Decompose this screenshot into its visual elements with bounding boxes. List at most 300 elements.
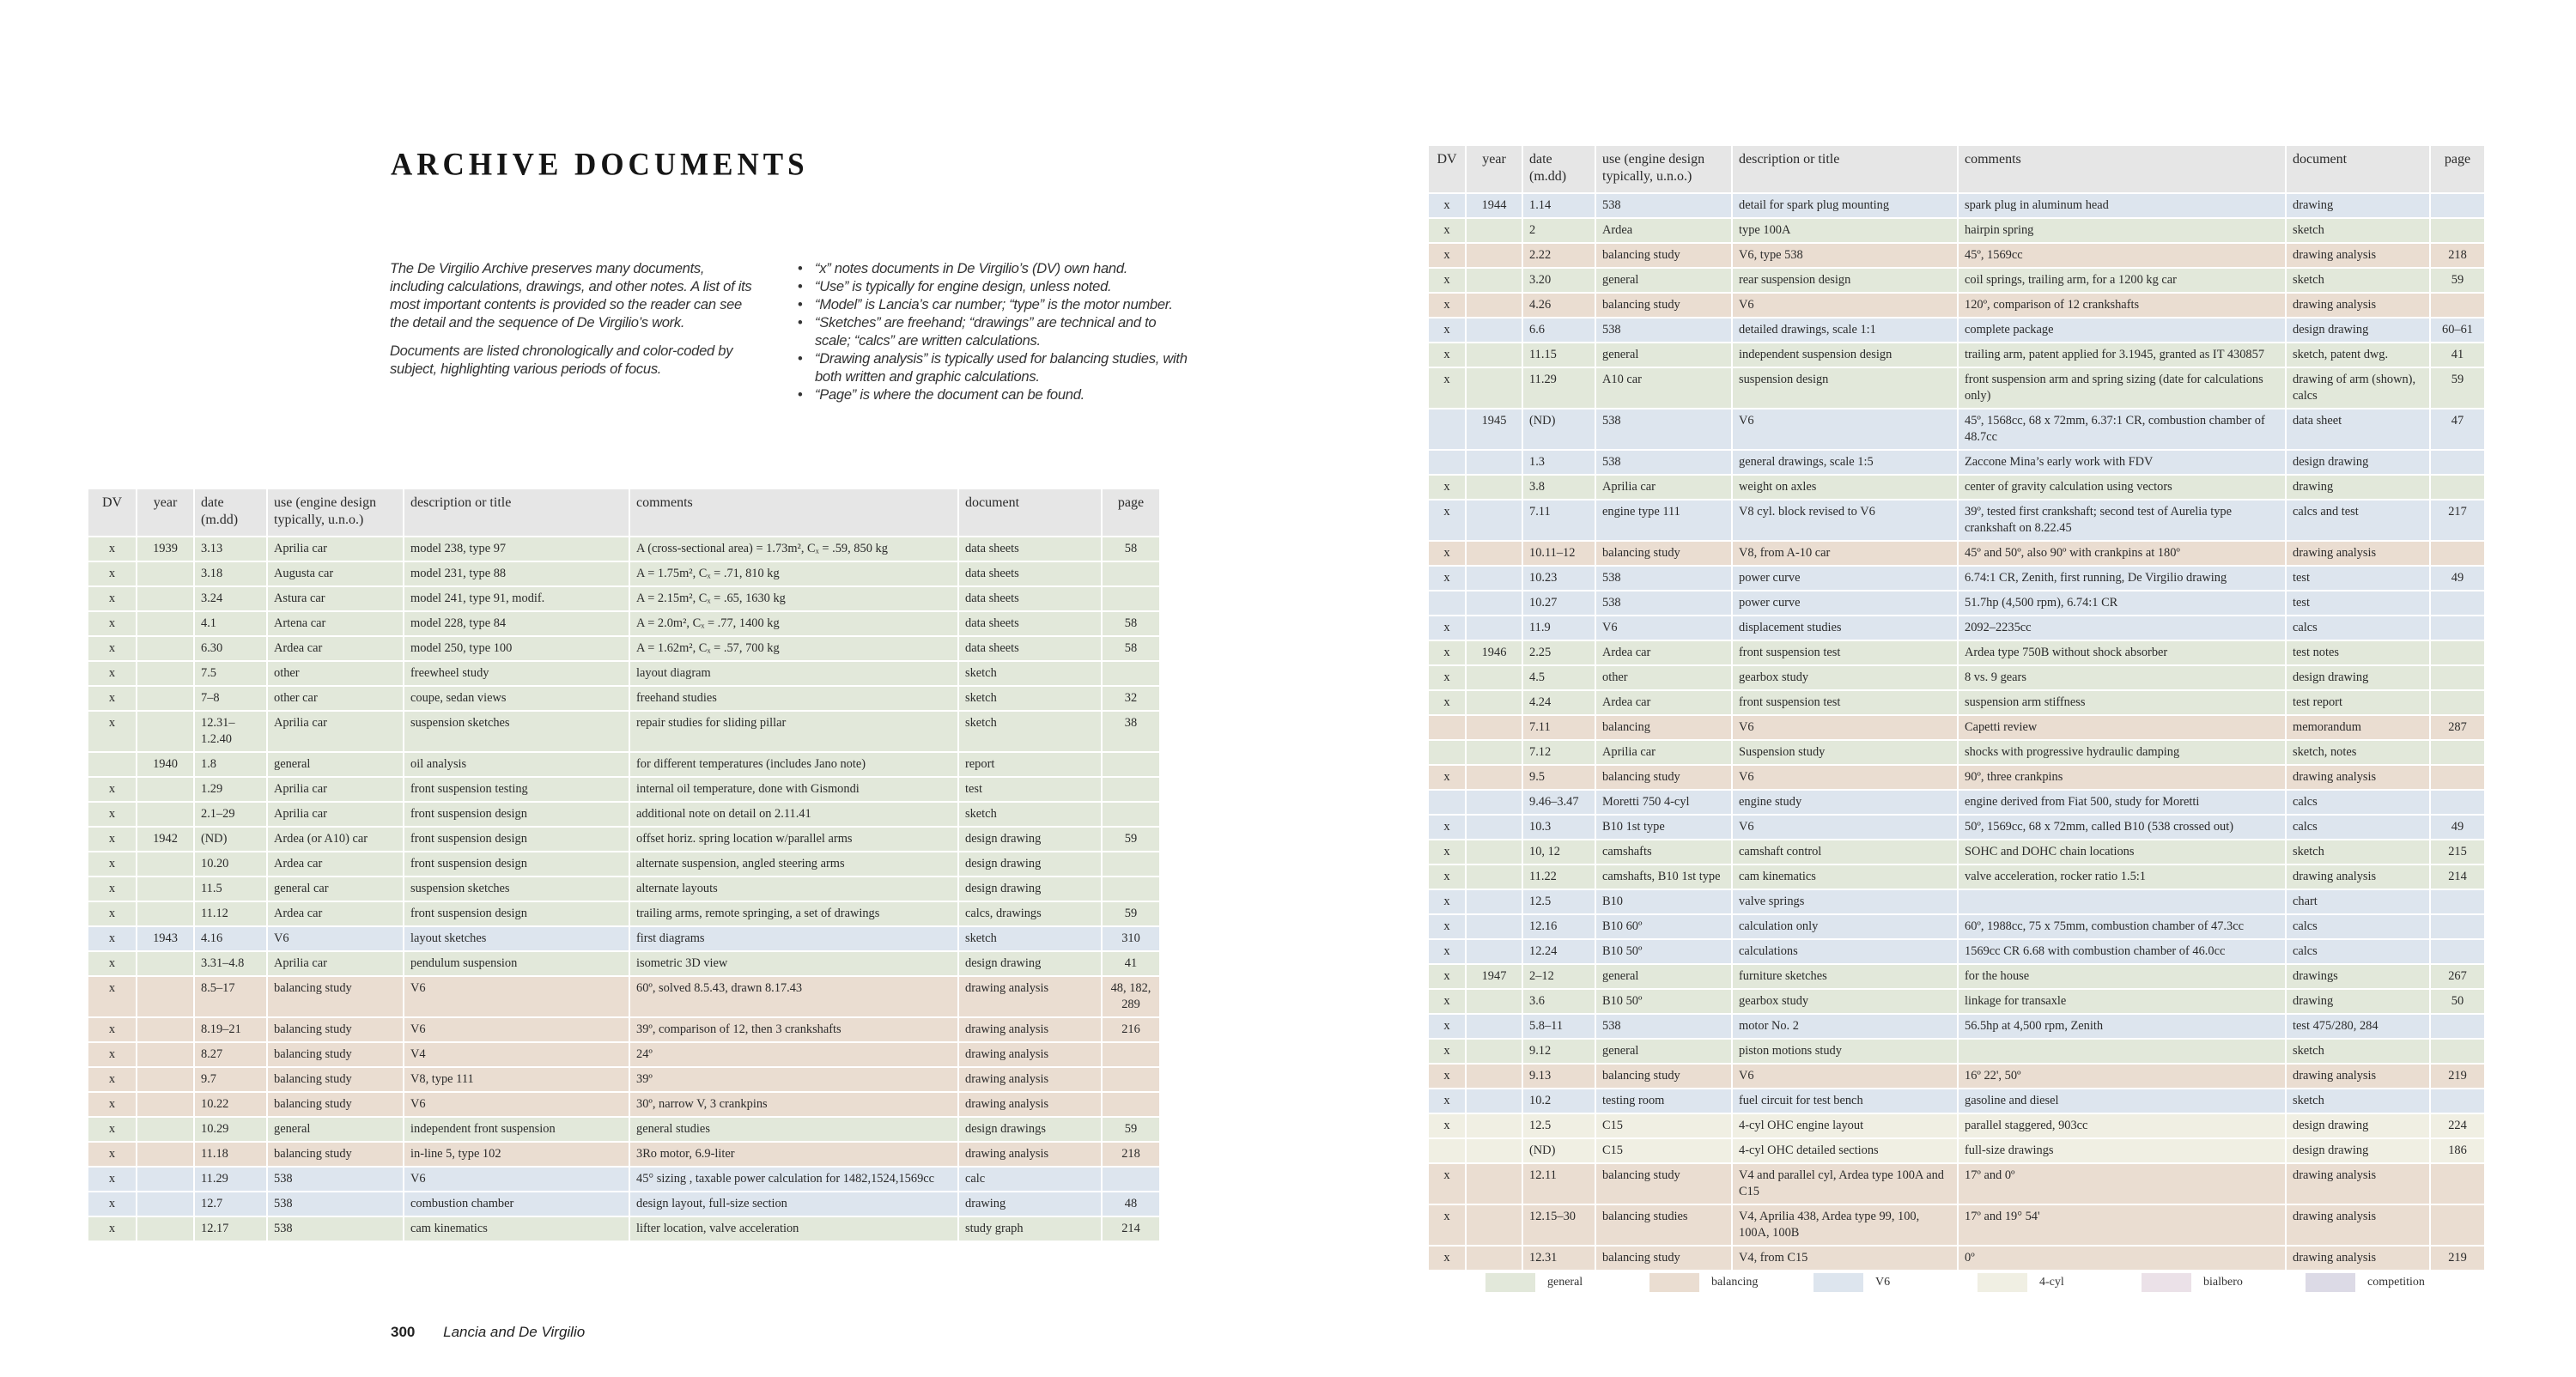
cell-year <box>1466 715 1522 740</box>
cell-comments: suspension arm stiffness <box>1958 690 2286 715</box>
cell-comments: linkage for transaxle <box>1958 989 2286 1014</box>
cell-comments: 17º and 19° 54' <box>1958 1204 2286 1246</box>
cell-page: 224 <box>2430 1113 2485 1138</box>
table-row <box>1429 665 2485 690</box>
cell-use: B10 60º <box>1595 914 1732 939</box>
cell-use: balancing study <box>267 1142 404 1167</box>
cell-document: sketch <box>958 686 1102 711</box>
cell-year <box>1466 914 1522 939</box>
cell-document: drawing analysis <box>958 1017 1102 1042</box>
cell-use: Ardea car <box>1595 690 1732 715</box>
cell-page <box>1102 752 1160 777</box>
col-header-date: date (m.dd) <box>194 489 267 537</box>
cell-description: coupe, sedan views <box>404 686 629 711</box>
cell-dv: x <box>1429 541 1466 566</box>
legend-label: V6 <box>1875 1276 1891 1289</box>
cell-use: C15 <box>1595 1113 1732 1138</box>
cell-year <box>1466 566 1522 591</box>
cell-year <box>137 686 194 711</box>
cell-comments: design layout, full-size section <box>629 1192 958 1216</box>
cell-year <box>1466 243 1522 268</box>
cell-document: data sheets <box>958 537 1102 561</box>
cell-dv: x <box>1429 690 1466 715</box>
cell-date: 10.22 <box>194 1092 267 1117</box>
cell-use: Ardea (or A10) car <box>267 827 404 852</box>
legend-label: competition <box>2367 1276 2425 1289</box>
cell-date: 11.29 <box>1522 367 1595 409</box>
cell-dv <box>1429 591 1466 616</box>
cell-date: 4.26 <box>1522 293 1595 318</box>
table-row <box>88 1017 1160 1042</box>
cell-page <box>2430 1039 2485 1064</box>
cell-date: (ND) <box>1522 1138 1595 1163</box>
cell-date: 4.1 <box>194 611 267 636</box>
cell-use: general <box>267 752 404 777</box>
cell-dv: x <box>88 802 137 827</box>
cell-use: Aprilia car <box>267 777 404 802</box>
table-row <box>1429 964 2485 989</box>
cell-date: 2–12 <box>1522 964 1595 989</box>
cell-year <box>137 1067 194 1092</box>
cell-page: 214 <box>2430 864 2485 889</box>
table-row <box>88 827 1160 852</box>
cell-use: B10 50º <box>1595 989 1732 1014</box>
cell-description: layout sketches <box>404 926 629 951</box>
cell-page <box>2430 640 2485 665</box>
cell-use: Ardea car <box>1595 640 1732 665</box>
cell-date: 7.5 <box>194 661 267 686</box>
cell-document: test <box>2286 591 2430 616</box>
cell-page: 49 <box>2430 566 2485 591</box>
cell-date: 6.6 <box>1522 318 1595 343</box>
cell-document: study graph <box>958 1216 1102 1241</box>
cell-use: B10 50º <box>1595 939 1732 964</box>
cell-page: 58 <box>1102 537 1160 561</box>
cell-year <box>1466 218 1522 243</box>
cell-date: 12.31 <box>1522 1246 1595 1271</box>
cell-document: calc <box>958 1167 1102 1192</box>
cell-use: Aprilia car <box>1595 740 1732 765</box>
cell-use: balancing studies <box>1595 1204 1732 1246</box>
table-row <box>88 661 1160 686</box>
cell-dv: x <box>1429 268 1466 293</box>
cell-description: V4 and parallel cyl, Ardea type 100A and C15 <box>1732 1163 1958 1204</box>
cell-use: general <box>1595 964 1732 989</box>
cell-dv: x <box>88 1067 137 1092</box>
legend-swatch <box>1649 1273 1699 1292</box>
cell-date: 3.13 <box>194 537 267 561</box>
col-header-date: date (m.dd) <box>1522 146 1595 193</box>
legend-swatch <box>1978 1273 2027 1292</box>
cell-year <box>1466 989 1522 1014</box>
cell-use: 538 <box>1595 193 1732 218</box>
cell-dv: x <box>1429 889 1466 914</box>
table-row <box>88 777 1160 802</box>
cell-document: drawing analysis <box>2286 293 2430 318</box>
cell-page: 287 <box>2430 715 2485 740</box>
cell-comments: 60º, 1988cc, 75 x 75mm, combustion chamber of 47.3cc <box>1958 914 2286 939</box>
intro-paragraph: Documents are listed chronologically and color-coded by subject, highlighting various periods of focus. <box>390 343 733 377</box>
cell-page <box>1102 1092 1160 1117</box>
cell-year <box>1466 475 1522 500</box>
cell-comments: first diagrams <box>629 926 958 951</box>
cell-page: 219 <box>2430 1246 2485 1271</box>
cell-description: piston motions study <box>1732 1039 1958 1064</box>
table-row <box>1429 1163 2485 1204</box>
cell-document: sketch <box>958 661 1102 686</box>
cell-use: 538 <box>267 1167 404 1192</box>
cell-page: 32 <box>1102 686 1160 711</box>
cell-page: 41 <box>2430 343 2485 367</box>
cell-page <box>2430 591 2485 616</box>
cell-page <box>1102 661 1160 686</box>
archive-table-left <box>88 489 1161 1242</box>
table-row <box>1429 914 2485 939</box>
cell-year <box>137 976 194 1017</box>
col-header-page: page <box>1102 489 1160 537</box>
cell-dv: x <box>88 926 137 951</box>
table-row <box>88 1117 1160 1142</box>
table-row <box>1429 1039 2485 1064</box>
cell-dv: x <box>1429 864 1466 889</box>
cell-page: 41 <box>1102 951 1160 976</box>
cell-use: Astura car <box>267 586 404 611</box>
cell-description: V6 <box>1732 1064 1958 1089</box>
cell-page <box>2430 475 2485 500</box>
cell-document: drawing analysis <box>2286 1204 2430 1246</box>
cell-year <box>1466 367 1522 409</box>
cell-document: test <box>958 777 1102 802</box>
cell-year <box>1466 1089 1522 1113</box>
cell-date: 9.12 <box>1522 1039 1595 1064</box>
cell-year <box>1466 840 1522 864</box>
cell-date: 10.20 <box>194 852 267 877</box>
cell-year <box>137 951 194 976</box>
cell-page: 218 <box>1102 1142 1160 1167</box>
cell-dv: x <box>1429 665 1466 690</box>
cell-description: front suspension test <box>1732 640 1958 665</box>
legend-label: bialbero <box>2203 1276 2243 1289</box>
cell-page <box>1102 802 1160 827</box>
cell-page: 214 <box>1102 1216 1160 1241</box>
cell-comments: A = 1.75m², Cₓ = .71, 810 kg <box>629 561 958 586</box>
cell-description: detail for spark plug mounting <box>1732 193 1958 218</box>
cell-dv: x <box>1429 640 1466 665</box>
cell-comments: A = 1.62m², Cₓ = .57, 700 kg <box>629 636 958 661</box>
cell-date: 3.31–4.8 <box>194 951 267 976</box>
cell-document: drawing <box>2286 475 2430 500</box>
cell-dv: x <box>88 686 137 711</box>
table-row <box>88 1216 1160 1241</box>
cell-use: A10 car <box>1595 367 1732 409</box>
cell-description: valve springs <box>1732 889 1958 914</box>
cell-description: front suspension design <box>404 852 629 877</box>
table-row <box>1429 500 2485 541</box>
cell-description: V6 <box>404 1017 629 1042</box>
cell-use: 538 <box>267 1216 404 1241</box>
cell-document: data sheets <box>958 611 1102 636</box>
cell-comments: 60º, solved 8.5.43, drawn 8.17.43 <box>629 976 958 1017</box>
page-footer <box>391 1324 585 1341</box>
table-row <box>1429 1138 2485 1163</box>
cell-comments: 30º, narrow V, 3 crankpins <box>629 1092 958 1117</box>
cell-dv: x <box>88 1117 137 1142</box>
cell-document: sketch <box>958 926 1102 951</box>
note-item: • “Use” is typically for engine design, unless noted. <box>796 277 1191 295</box>
cell-document: design drawings <box>958 1117 1102 1142</box>
page-title: ARCHIVE DOCUMENTS <box>391 147 809 182</box>
cell-dv: x <box>1429 939 1466 964</box>
cell-dv: x <box>88 777 137 802</box>
cell-comments: alternate suspension, angled steering arms <box>629 852 958 877</box>
cell-page: 186 <box>2430 1138 2485 1163</box>
cell-description: calculations <box>1732 939 1958 964</box>
cell-description: model 228, type 84 <box>404 611 629 636</box>
cell-dv: x <box>1429 1204 1466 1246</box>
cell-date: 3.18 <box>194 561 267 586</box>
cell-use: balancing study <box>1595 541 1732 566</box>
cell-document: drawing analysis <box>2286 1246 2430 1271</box>
cell-date: 8.5–17 <box>194 976 267 1017</box>
cell-year <box>1466 1204 1522 1246</box>
cell-page <box>1102 1167 1160 1192</box>
cell-document: calcs <box>2286 939 2430 964</box>
cell-date: 4.16 <box>194 926 267 951</box>
cell-dv: x <box>1429 616 1466 640</box>
cell-comments: for different temperatures (includes Jano note) <box>629 752 958 777</box>
cell-use: balancing study <box>1595 293 1732 318</box>
note-item: • “Model” is Lancia’s car number; “type” is the motor number. <box>796 295 1191 313</box>
cell-page <box>2430 450 2485 475</box>
cell-year <box>1466 541 1522 566</box>
cell-dv <box>1429 1138 1466 1163</box>
cell-date: 11.5 <box>194 877 267 901</box>
cell-comments: 45º, 1569cc <box>1958 243 2286 268</box>
cell-document: test 475/280, 284 <box>2286 1014 2430 1039</box>
cell-year <box>137 611 194 636</box>
cell-description: V8 cyl. block revised to V6 <box>1732 500 1958 541</box>
cell-year <box>137 777 194 802</box>
cell-year <box>1466 450 1522 475</box>
col-header-comments: comments <box>1958 146 2286 193</box>
cell-page: 60–61 <box>2430 318 2485 343</box>
cell-use: other <box>1595 665 1732 690</box>
cell-year: 1945 <box>1466 409 1522 450</box>
cell-use: Moretti 750 4-cyl <box>1595 790 1732 815</box>
table-row <box>1429 640 2485 665</box>
cell-description: model 241, type 91, modif. <box>404 586 629 611</box>
cell-comments: 50º, 1569cc, 68 x 72mm, called B10 (538 crossed out) <box>1958 815 2286 840</box>
cell-comments: freehand studies <box>629 686 958 711</box>
cell-year <box>1466 1138 1522 1163</box>
cell-comments: trailing arms, remote springing, a set of drawings <box>629 901 958 926</box>
cell-comments: SOHC and DOHC chain locations <box>1958 840 2286 864</box>
cell-page <box>2430 1089 2485 1113</box>
cell-description: V8, from A-10 car <box>1732 541 1958 566</box>
cell-comments: A = 2.15m², Cₓ = .65, 1630 kg <box>629 586 958 611</box>
cell-date: 10, 12 <box>1522 840 1595 864</box>
cell-date: 9.7 <box>194 1067 267 1092</box>
cell-comments: for the house <box>1958 964 2286 989</box>
table-row <box>1429 1014 2485 1039</box>
cell-use: 538 <box>1595 1014 1732 1039</box>
col-header-use: use (engine design typically, u.n.o.) <box>267 489 404 537</box>
cell-dv: x <box>88 661 137 686</box>
cell-dv: x <box>1429 914 1466 939</box>
table-row <box>88 586 1160 611</box>
cell-use: Aprilia car <box>1595 475 1732 500</box>
cell-page <box>1102 561 1160 586</box>
cell-page: 58 <box>1102 636 1160 661</box>
cell-use: balancing study <box>267 1017 404 1042</box>
cell-use: Ardea <box>1595 218 1732 243</box>
cell-page <box>1102 877 1160 901</box>
cell-year <box>1466 616 1522 640</box>
cell-use: B10 <box>1595 889 1732 914</box>
cell-dv: x <box>88 951 137 976</box>
cell-dv: x <box>88 711 137 752</box>
table-header-row <box>88 489 1160 537</box>
cell-year: 1944 <box>1466 193 1522 218</box>
table-row <box>1429 715 2485 740</box>
cell-use: balancing study <box>267 1092 404 1117</box>
cell-document: drawing analysis <box>2286 1064 2430 1089</box>
cell-document: drawing <box>2286 193 2430 218</box>
cell-use: V6 <box>267 926 404 951</box>
cell-date: 8.19–21 <box>194 1017 267 1042</box>
cell-year <box>1466 1039 1522 1064</box>
cell-year <box>1466 1014 1522 1039</box>
cell-date: 12.16 <box>1522 914 1595 939</box>
cell-use: balancing study <box>1595 1246 1732 1271</box>
cell-use: 538 <box>1595 450 1732 475</box>
cell-description: V4, from C15 <box>1732 1246 1958 1271</box>
cell-date: 2 <box>1522 218 1595 243</box>
cell-comments: lifter location, valve acceleration <box>629 1216 958 1241</box>
cell-date: 9.13 <box>1522 1064 1595 1089</box>
cell-description: front suspension design <box>404 827 629 852</box>
cell-year <box>1466 343 1522 367</box>
cell-use: testing room <box>1595 1089 1732 1113</box>
table-row <box>1429 1204 2485 1246</box>
cell-comments: valve acceleration, rocker ratio 1.5:1 <box>1958 864 2286 889</box>
cell-description: V6 <box>1732 409 1958 450</box>
cell-document: sketch <box>2286 218 2430 243</box>
table-row <box>1429 541 2485 566</box>
cell-date: 12.5 <box>1522 1113 1595 1138</box>
cell-description: V6 <box>1732 293 1958 318</box>
cell-dv: x <box>1429 475 1466 500</box>
cell-use: 538 <box>267 1192 404 1216</box>
cell-comments: Capetti review <box>1958 715 2286 740</box>
cell-document: design drawing <box>2286 450 2430 475</box>
cell-page <box>1102 1042 1160 1067</box>
cell-document: drawing analysis <box>958 1067 1102 1092</box>
cell-year <box>137 1216 194 1241</box>
cell-use: balancing <box>1595 715 1732 740</box>
cell-year <box>1466 293 1522 318</box>
cell-page: 50 <box>2430 989 2485 1014</box>
cell-dv: x <box>1429 840 1466 864</box>
note-item: • “x” notes documents in De Virgilio’s (DV) own hand. <box>796 259 1191 277</box>
cell-page <box>2430 218 2485 243</box>
cell-document: test report <box>2286 690 2430 715</box>
table-body-left <box>88 537 1160 1241</box>
table-row <box>1429 293 2485 318</box>
cell-page <box>2430 690 2485 715</box>
cell-document: drawing analysis <box>2286 243 2430 268</box>
col-header-description: description or title <box>404 489 629 537</box>
cell-date: 11.22 <box>1522 864 1595 889</box>
table-row <box>1429 765 2485 790</box>
col-header-document: document <box>2286 146 2430 193</box>
cell-dv: x <box>1429 1246 1466 1271</box>
cell-date: 8.27 <box>194 1042 267 1067</box>
table-row <box>1429 1064 2485 1089</box>
cell-date: 2.1–29 <box>194 802 267 827</box>
cell-date: 9.46–3.47 <box>1522 790 1595 815</box>
cell-use: general <box>1595 1039 1732 1064</box>
table-row <box>1429 864 2485 889</box>
cell-comments: A = 2.0m², Cₓ = .77, 1400 kg <box>629 611 958 636</box>
table-row <box>1429 690 2485 715</box>
cell-description: in-line 5, type 102 <box>404 1142 629 1167</box>
cell-comments: Ardea type 750B without shock absorber <box>1958 640 2286 665</box>
cell-comments <box>1958 1039 2286 1064</box>
cell-document: drawing analysis <box>2286 541 2430 566</box>
cell-year: 1943 <box>137 926 194 951</box>
cell-dv: x <box>1429 1089 1466 1113</box>
cell-date: 12.15–30 <box>1522 1204 1595 1246</box>
cell-dv: x <box>1429 765 1466 790</box>
cell-page <box>2430 765 2485 790</box>
cell-date: 1.14 <box>1522 193 1595 218</box>
table-row <box>1429 243 2485 268</box>
cell-document: design drawing <box>2286 1113 2430 1138</box>
cell-page <box>2430 665 2485 690</box>
cell-document: test <box>2286 566 2430 591</box>
cell-description: suspension sketches <box>404 711 629 752</box>
cell-document: design drawing <box>958 877 1102 901</box>
cell-comments: 120º, comparison of 12 crankshafts <box>1958 293 2286 318</box>
cell-page <box>2430 914 2485 939</box>
cell-dv: x <box>1429 1014 1466 1039</box>
cell-use: camshafts, B10 1st type <box>1595 864 1732 889</box>
cell-use: balancing study <box>1595 243 1732 268</box>
cell-date: 9.5 <box>1522 765 1595 790</box>
cell-description: fuel circuit for test bench <box>1732 1089 1958 1113</box>
cell-page: 59 <box>1102 1117 1160 1142</box>
table-row <box>1429 367 2485 409</box>
cell-page <box>2430 740 2485 765</box>
cell-date: 4.5 <box>1522 665 1595 690</box>
cell-use: B10 1st type <box>1595 815 1732 840</box>
cell-description: oil analysis <box>404 752 629 777</box>
cell-document: data sheets <box>958 636 1102 661</box>
cell-comments: 56.5hp at 4,500 rpm, Zenith <box>1958 1014 2286 1039</box>
cell-description: V6 <box>404 1092 629 1117</box>
col-header-page: page <box>2430 146 2485 193</box>
note-item: • “Drawing analysis” is typically used for balancing studies, with both written and graphic calculations. <box>796 349 1191 385</box>
cell-document: calcs <box>2286 914 2430 939</box>
cell-year <box>137 1042 194 1067</box>
cell-description: motor No. 2 <box>1732 1014 1958 1039</box>
cell-page: 58 <box>1102 611 1160 636</box>
cell-document: sketch <box>2286 1039 2430 1064</box>
cell-comments: front suspension arm and spring sizing (date for calculations only) <box>1958 367 2286 409</box>
cell-comments: general studies <box>629 1117 958 1142</box>
cell-page <box>2430 1014 2485 1039</box>
